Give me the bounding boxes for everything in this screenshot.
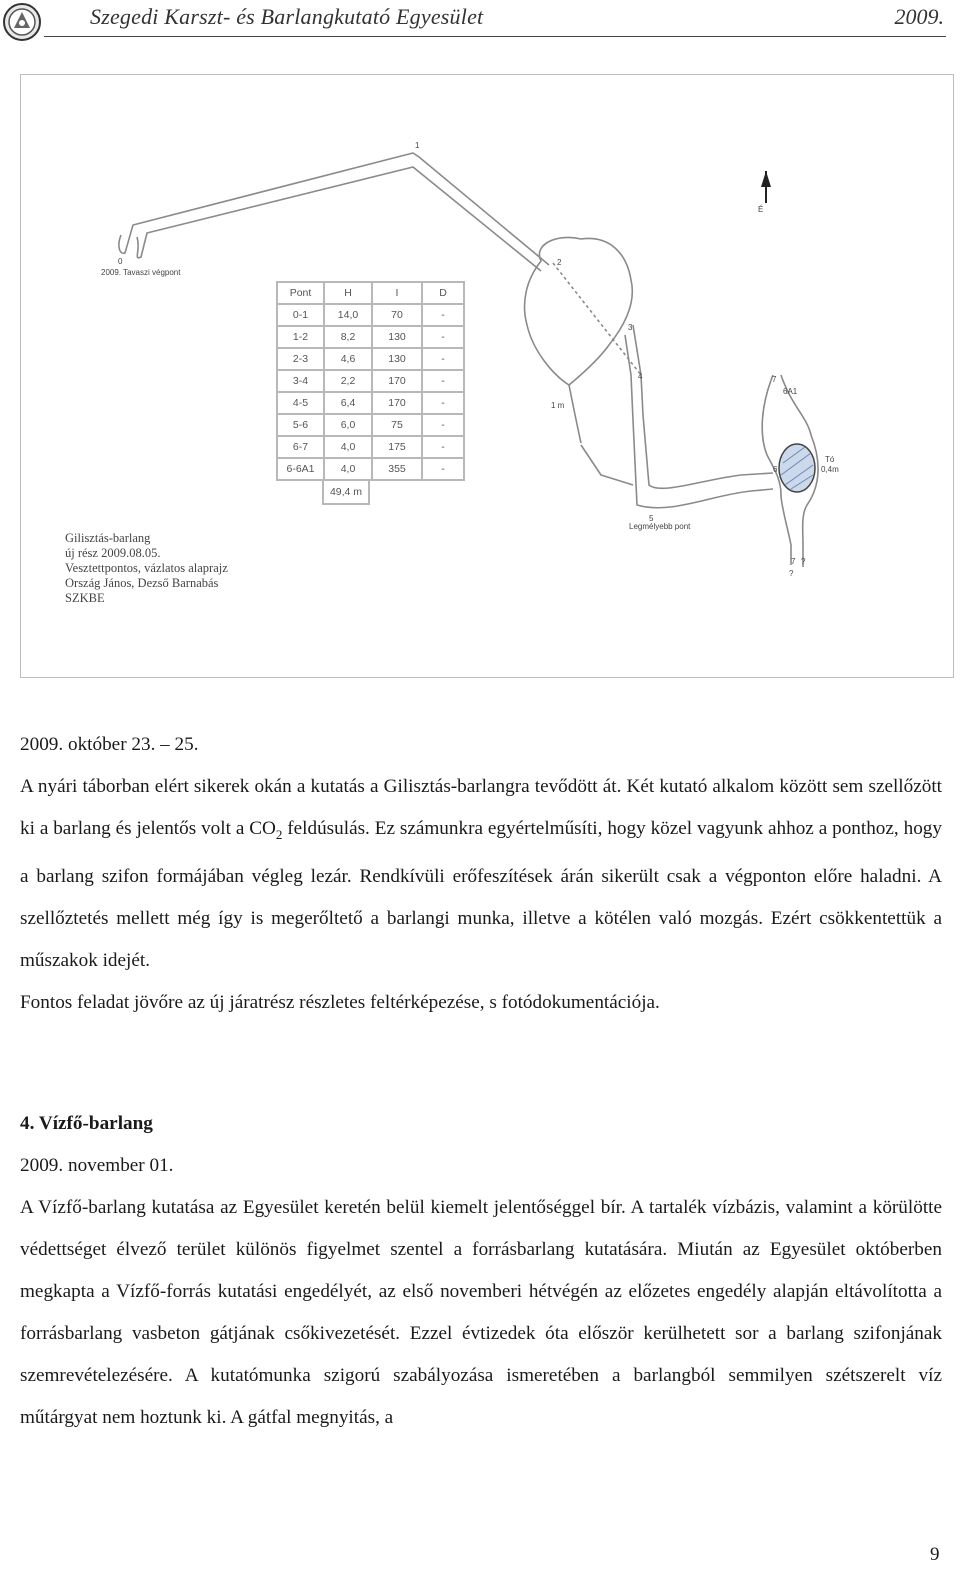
table-cell: - [422,326,464,348]
table-cell: - [422,414,464,436]
table-row [277,326,464,348]
table-cell: 3-4 [277,370,324,392]
question-mark-1: ? [801,557,806,566]
lowest-point-label: Legmélyebb pont [629,522,691,531]
question-mark-2: ? [789,569,794,578]
table-cell: 175 [372,436,422,458]
point-2-label: 2 [557,258,562,267]
table-cell: - [422,370,464,392]
caption-line: SZKBE [65,591,105,605]
table-cell: 0-1 [277,304,324,326]
section-vizfo [20,1103,942,1439]
table-cell: 75 [372,414,422,436]
point-0-label: 0 [118,257,123,266]
table-cell: 355 [372,458,422,480]
table-cell: 2,2 [324,370,372,392]
table-cell: 14,0 [324,304,372,326]
table-cell: 70 [372,304,422,326]
table-header-cell: H [324,282,372,304]
table-cell: 6-6A1 [277,458,324,480]
scale-label: 1 m [551,401,565,410]
lake-label: Tó [825,455,835,464]
point-5-label: 5 [649,514,654,523]
page-number: 9 [930,1544,940,1565]
caption-line: Vesztettpontos, vázlatos alaprajz [65,561,228,575]
table-row [277,370,464,392]
table-header-cell: D [422,282,464,304]
spring-endpoint-label: 2009. Tavaszi végpont [101,268,181,277]
table-cell: 1-2 [277,326,324,348]
lake-depth-label: 0,4m [821,465,839,474]
table-cell: - [422,304,464,326]
paragraph: Fontos feladat jövőre az új járatrész részletes feltérképezése, s fotódokumentációja. [20,991,660,1013]
table-header-cell: I [372,282,422,304]
table-row [277,304,464,326]
table-cell: 170 [372,392,422,414]
section-heading: 4. Vízfő-barlang [20,1113,153,1134]
map-caption [65,531,228,606]
table-cell: - [422,348,464,370]
header-year: 2009. [894,4,944,29]
table-cell: 6-7 [277,436,324,458]
point-6a1-label: 6A1 [783,387,798,396]
table-cell: 8,2 [324,326,372,348]
table-cell: 130 [372,348,422,370]
section-date: 2009. október 23. – 25. [20,734,199,755]
table-row [277,458,464,480]
header-title: Szegedi Karszt- és Barlangkutató Egyesület [90,4,484,29]
table-cell: 170 [372,370,422,392]
table-row [277,348,464,370]
society-logo [2,0,42,44]
table-cell: 4,6 [324,348,372,370]
north-label: É [758,205,764,214]
point-6-label: 6 [773,465,778,474]
section-date: 2009. november 01. [20,1155,174,1176]
co2-subscript: 2 [275,826,283,842]
point-3-label: 3 [628,323,633,332]
cave-map-figure [20,74,954,678]
paragraph [20,766,942,982]
table-cell: 2-3 [277,348,324,370]
table-cell: - [422,392,464,414]
survey-total: 49,4 m [322,481,370,505]
caption-line: új rész 2009.08.05. [65,546,161,560]
table-header-row [277,282,464,304]
caption-line: Ország János, Dezső Barnabás [65,576,219,590]
table-row [277,392,464,414]
header-divider [44,36,946,37]
table-row [277,436,464,458]
table-cell: 4,0 [324,436,372,458]
point-1-label: 1 [415,141,420,150]
paragraph-text: A nyári táborban elért sikerek okán a kutatás a Gilisztás-barlangra tevődött át. Két kutató alkalom között sem szellőzött ki a barlang és jelentős volt a CO [20,776,942,839]
table-header-cell: Pont [277,282,324,304]
point-4-label: 4 [638,372,643,381]
table-cell: 6,0 [324,414,372,436]
point-7b-label: 7 [791,557,796,566]
table-cell: - [422,436,464,458]
table-cell: - [422,458,464,480]
table-cell: 4-5 [277,392,324,414]
survey-table [276,281,465,481]
caption-line: Gilisztás-barlang [65,531,151,545]
page-header [0,0,960,44]
table-row [277,414,464,436]
table-cell: 4,0 [324,458,372,480]
north-arrow-icon [761,171,771,203]
table-cell: 6,4 [324,392,372,414]
table-cell: 130 [372,326,422,348]
point-7-label: 7 [772,375,777,384]
paragraph: A Vízfő-barlang kutatása az Egyesület keretén belül kiemelt jelentőséggel bír. A tartalék vízbázis, valamint a körülötte védettséget élvező terület különös figyelmet szentel a forrásbarlang kutatására. Miután az Egyesület októberben megkapta a Vízfő-forrás kutatási engedélyét, az első novemberi hétvégén az előzetes engedély alapján eltávolította a forrásbarlang vasbeton gátjának csőkivezetését. Ezzel évtizedek óta először kerülhetett sor a barlang szifonjának szemrevételezésére. A kutatómunka szigorú szabályozása ismeretében a barlangból semmilyen szétszerelt víz műtárgyat nem hoztunk ki. A gátfal megnyitás, a [20,1197,942,1428]
paragraph-text: feldúsulás. Ez számunkra egyértelműsíti, hogy közel vagyunk ahhoz a ponthoz, hogy a barlang szifon formájában végleg lezár. Rendkívüli erőfeszítések árán sikerült csak a végponton előre haladni. A szellőztetés mellett még így is megerőltető a barlangi munka, illetve a kötélen való mozgás. Ezért csökkentettük a műszakok idejét. [20,818,942,971]
section-gilisztas [20,724,942,1024]
table-cell: 5-6 [277,414,324,436]
